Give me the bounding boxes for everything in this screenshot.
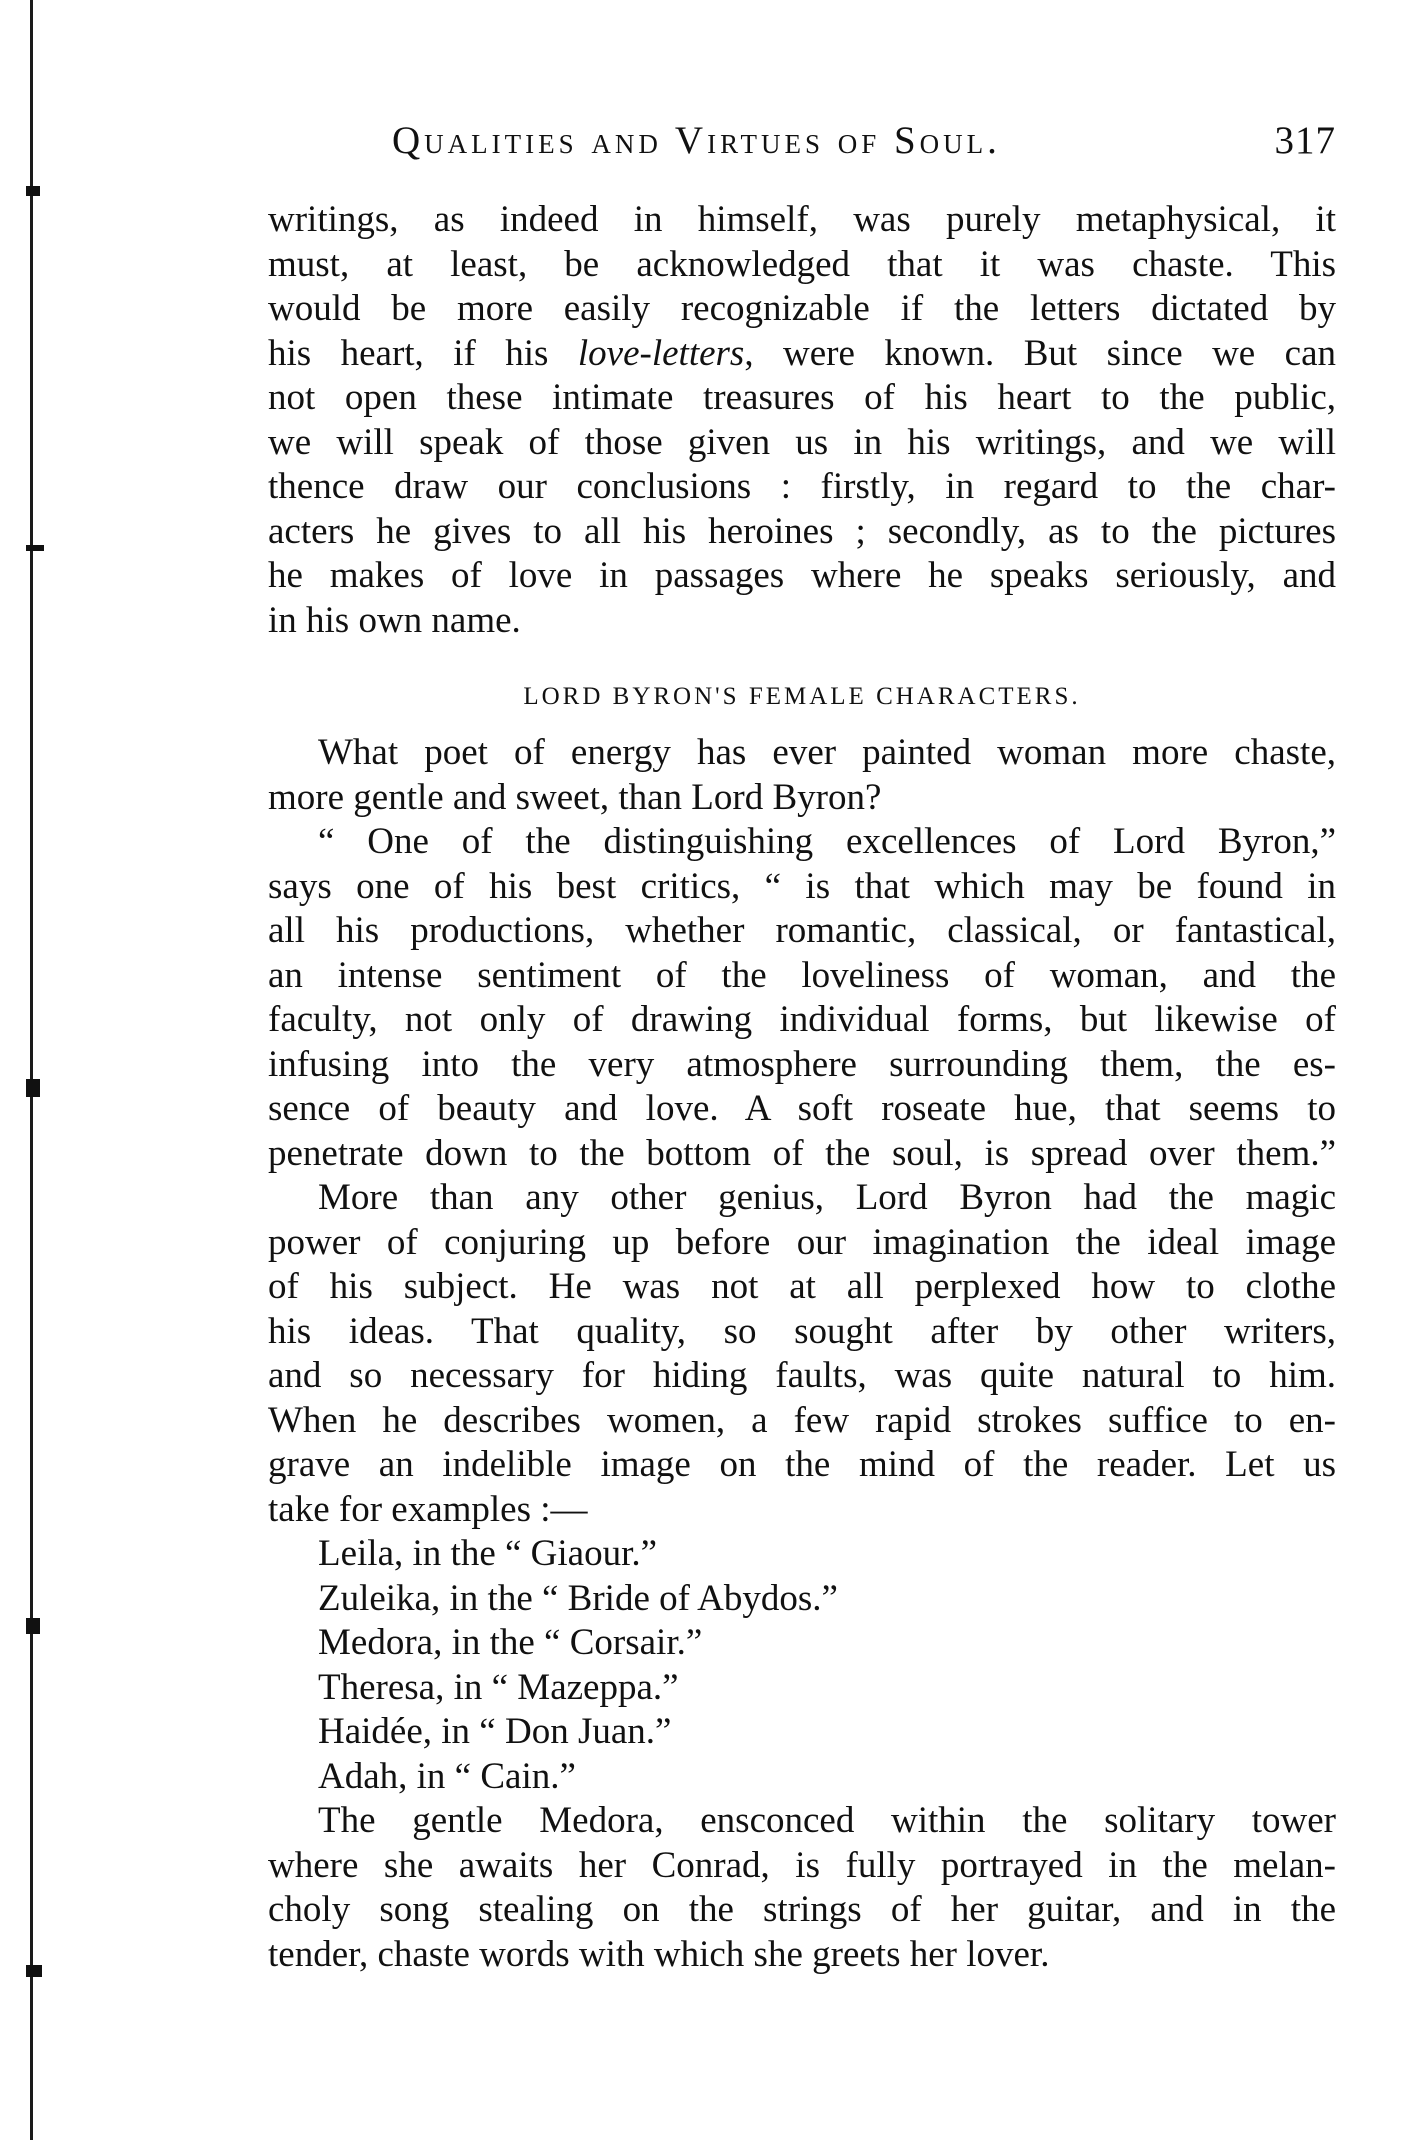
text-line: take for examples :—: [268, 1488, 588, 1530]
text-line: tender, chaste words with which she greets her lover.: [268, 1933, 1050, 1975]
examples-list: [268, 1532, 1336, 1799]
list-item: Zuleika, in the “ Bride of Abydos.”: [318, 1577, 838, 1619]
text-segment: his heart, if his: [268, 332, 578, 374]
list-item: Medora, in the “ Corsair.”: [318, 1622, 703, 1663]
list-item: Adah, in “ Cain.”: [318, 1755, 576, 1797]
binding-mark: [26, 1618, 40, 1634]
binding-edge-line: [30, 0, 33, 2140]
binding-mark: [26, 1079, 40, 1097]
text-line: not open these intimate treasures of his heart to the public,: [268, 377, 1336, 418]
binding-mark: [26, 186, 40, 196]
text-line: When he describes women, a few rapid strokes suffice to en-: [268, 1399, 1336, 1441]
paragraph: [268, 820, 1336, 1176]
page-number: 317: [1274, 119, 1336, 162]
text-line: and so necessary for hiding faults, was quite natural to him.: [268, 1355, 1336, 1396]
text-line: where she awaits her Conrad, is fully portrayed in the melan-: [268, 1844, 1336, 1886]
paragraph: [268, 731, 1336, 820]
body-text: [268, 198, 1336, 1977]
paragraph: [268, 1799, 1336, 1977]
text-line: we will speak of those given us in his writings, and we will: [268, 421, 1336, 463]
text-line: must, at least, be acknowledged that it was chaste. This: [268, 243, 1336, 285]
text-line: he makes of love in passages where he speaks seriously, and: [268, 555, 1336, 596]
binding-mark: [26, 1965, 42, 1977]
running-head-title: Qualities and Virtues of Soul.: [392, 119, 1001, 162]
text-line: in his own name.: [268, 599, 521, 641]
paragraph: [268, 198, 1336, 643]
text-line: writings, as indeed in himself, was purely metaphysical, it: [268, 199, 1336, 240]
text-line: sence of beauty and love. A soft roseate hue, that seems to: [268, 1088, 1336, 1129]
italic-term: love-letters: [577, 332, 745, 374]
text-segment: , were known. But since we can: [744, 332, 1336, 374]
binding-mark: [26, 545, 44, 551]
text-line: his ideas. That quality, so sought after by other writers,: [268, 1310, 1336, 1352]
text-line: penetrate down to the bottom of the soul, is spread over them.”: [268, 1132, 1336, 1174]
text-line: choly song stealing on the strings of her guitar, and in the: [268, 1889, 1336, 1930]
text-line: power of conjuring up before our imagination the ideal image: [268, 1221, 1336, 1263]
text-line: all his productions, whether romantic, classical, or fantastical,: [268, 910, 1336, 951]
paragraph: [268, 1176, 1336, 1532]
text-line: says one of his best critics, “ is that which may be found in: [268, 865, 1336, 907]
text-line: more gentle and sweet, than Lord Byron?: [268, 776, 882, 818]
text-line: What poet of energy has ever painted woman more chaste,: [318, 732, 1336, 773]
text-line: would be more easily recognizable if the letters dictated by: [268, 288, 1336, 329]
text-line: “ One of the distinguishing excellences of Lord Byron,”: [318, 821, 1336, 862]
list-item: Haidée, in “ Don Juan.”: [318, 1711, 672, 1752]
text-line: acters he gives to all his heroines ; secondly, as to the pictures: [268, 510, 1336, 552]
text-line: [268, 332, 1336, 377]
text-line: infusing into the very atmosphere surrounding them, the es-: [268, 1043, 1336, 1085]
section-heading: LORD BYRON'S FEMALE CHARACTERS.: [523, 683, 1081, 710]
list-item: Theresa, in “ Mazeppa.”: [318, 1666, 679, 1708]
text-line: faculty, not only of drawing individual forms, but likewise of: [268, 999, 1336, 1040]
text-line: an intense sentiment of the loveliness of woman, and the: [268, 954, 1336, 996]
text-line: The gentle Medora, ensconced within the solitary tower: [318, 1800, 1336, 1841]
running-head: [392, 118, 1336, 168]
text-line: More than any other genius, Lord Byron had the magic: [318, 1177, 1336, 1218]
list-item: Leila, in the “ Giaour.”: [318, 1533, 658, 1574]
text-line: thence draw our conclusions : firstly, in regard to the char-: [268, 466, 1336, 507]
text-line: of his subject. He was not at all perplexed how to clothe: [268, 1266, 1336, 1307]
text-line: grave an indelible image on the mind of the reader. Let us: [268, 1444, 1336, 1485]
